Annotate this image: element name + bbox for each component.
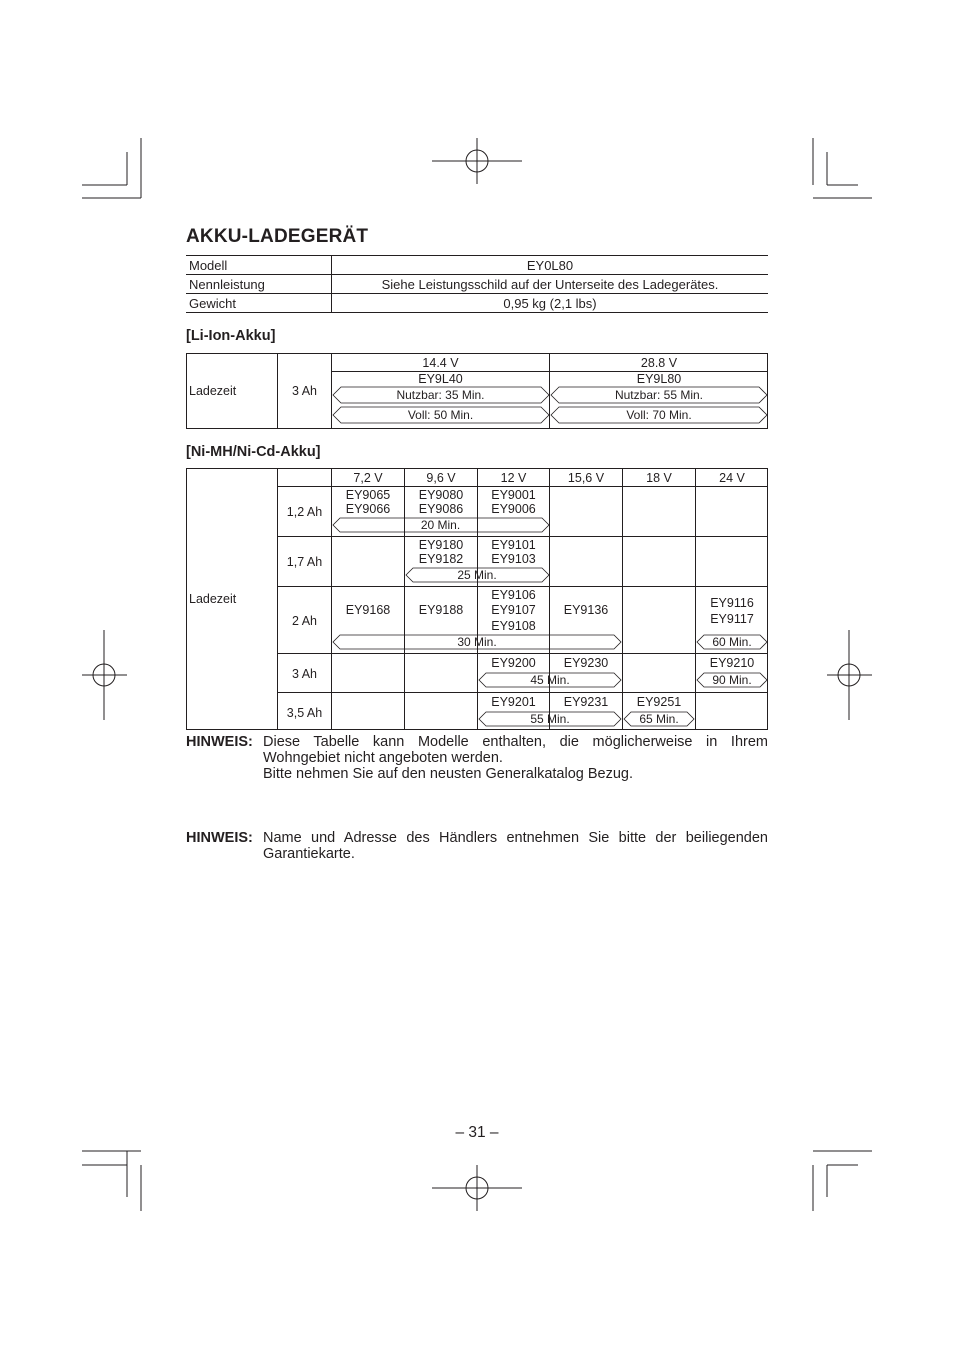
page-number: – 31 –: [455, 1124, 499, 1141]
nimh-charge-time: 25 Min.: [457, 568, 497, 582]
li-ion-usable-time: Nutzbar: 35 Min.: [396, 388, 485, 402]
nimh-model: EY9108: [491, 619, 536, 633]
nimh-voltage: 7,2 V: [353, 471, 383, 485]
nimh-model: EY9107: [491, 603, 536, 617]
nimh-capacity: 1,2 Ah: [286, 505, 323, 519]
nimh-model: EY9103: [491, 552, 536, 566]
li-ion-heading: [Li-Ion-Akku]: [186, 328, 276, 344]
table-row: [186, 256, 768, 275]
nimh-heading: [Ni-MH/Ni-Cd-Akku]: [186, 444, 321, 460]
nimh-charge-time: 65 Min.: [639, 712, 679, 726]
nimh-charge-time: 45 Min.: [530, 673, 570, 687]
nimh-model: EY9066: [345, 502, 391, 516]
li-ion-model: EY9L40: [418, 372, 463, 386]
note-availability: [186, 734, 768, 786]
note-label: HINWEIS:: [186, 830, 253, 846]
spec-value: 0,95 kg (2,1 lbs): [332, 294, 769, 313]
li-ion-table: [186, 353, 769, 430]
nimh-capacity: 3,5 Ah: [286, 706, 323, 720]
note-text: [263, 830, 768, 862]
nimh-model: EY9065: [345, 488, 391, 502]
note-label: HINWEIS:: [186, 734, 253, 750]
nimh-charge-time: 20 Min.: [420, 518, 461, 532]
nimh-model: EY9210: [709, 656, 755, 670]
nimh-capacity: 3 Ah: [291, 667, 318, 681]
nimh-model: EY9168: [345, 603, 391, 617]
nimh-model: EY9251: [636, 695, 682, 709]
nimh-row-label: Ladezeit: [189, 592, 237, 606]
li-ion-capacity: 3 Ah: [291, 384, 318, 398]
nimh-charge-time: 60 Min.: [712, 635, 752, 649]
nimh-model: EY9180: [418, 538, 464, 552]
nimh-table: [186, 468, 769, 731]
nimh-voltage: 12 V: [500, 471, 527, 485]
note-dealer: [186, 830, 768, 866]
nimh-capacity: 2 Ah: [291, 614, 318, 628]
nimh-model: EY9106: [491, 588, 536, 602]
li-ion-voltage: 28.8 V: [640, 356, 678, 370]
nimh-model: EY9086: [418, 502, 464, 516]
note-line: Diese Tabelle kann Modelle enthalten, die möglicherweise in Ihrem Wohngebiet nicht angeboten werden.: [263, 734, 768, 766]
nimh-model: EY9080: [418, 488, 464, 502]
page-title: AKKU-LADEGERÄT: [186, 226, 369, 247]
nimh-model: EY9182: [418, 552, 464, 566]
note-line: Bitte nehmen Sie auf den neusten Generalkatalog Bezug.: [263, 766, 634, 782]
nimh-charge-time: 90 Min.: [712, 673, 752, 687]
spec-value: Siehe Leistungsschild auf der Unterseite des Ladegerätes.: [332, 275, 769, 294]
spec-value: EY0L80: [332, 256, 769, 275]
nimh-voltage: 15,6 V: [567, 471, 605, 485]
nimh-model: EY9201: [491, 695, 536, 709]
nimh-charge-time: 55 Min.: [530, 712, 570, 726]
nimh-model: EY9200: [491, 656, 536, 670]
nimh-model: EY9001: [491, 488, 536, 502]
nimh-model: EY9006: [491, 502, 536, 516]
li-ion-model: EY9L80: [636, 372, 682, 386]
table-row: [186, 275, 768, 294]
nimh-voltage: 24 V: [719, 471, 745, 485]
table-row: [186, 294, 768, 313]
spec-label: Gewicht: [186, 294, 332, 313]
nimh-model: EY9231: [563, 695, 609, 709]
li-ion-voltage: 14.4 V: [422, 356, 459, 370]
li-ion-full-time: Voll: 50 Min.: [407, 408, 474, 422]
nimh-model: EY9230: [563, 656, 609, 670]
nimh-model: EY9188: [418, 603, 464, 617]
spec-table: [186, 255, 768, 313]
nimh-capacity: 1,7 Ah: [286, 555, 323, 569]
nimh-model: EY9101: [491, 538, 536, 552]
nimh-model: EY9117: [710, 612, 754, 626]
nimh-voltage: 18 V: [646, 471, 672, 485]
note-line: Name und Adresse des Händlers entnehmen Sie bitte der beiliegenden Garantiekarte.: [263, 830, 768, 862]
note-text: [263, 734, 768, 782]
nimh-model: EY9136: [563, 603, 609, 617]
nimh-charge-time: 30 Min.: [457, 635, 497, 649]
nimh-voltage: 9,6 V: [426, 471, 456, 485]
spec-label: Modell: [186, 256, 332, 275]
li-ion-full-time: Voll: 70 Min.: [626, 408, 692, 422]
spec-label: Nennleistung: [186, 275, 332, 294]
nimh-model: EY9116: [710, 596, 754, 610]
li-ion-usable-time: Nutzbar: 55 Min.: [614, 388, 704, 402]
li-ion-row-label: Ladezeit: [189, 384, 237, 398]
